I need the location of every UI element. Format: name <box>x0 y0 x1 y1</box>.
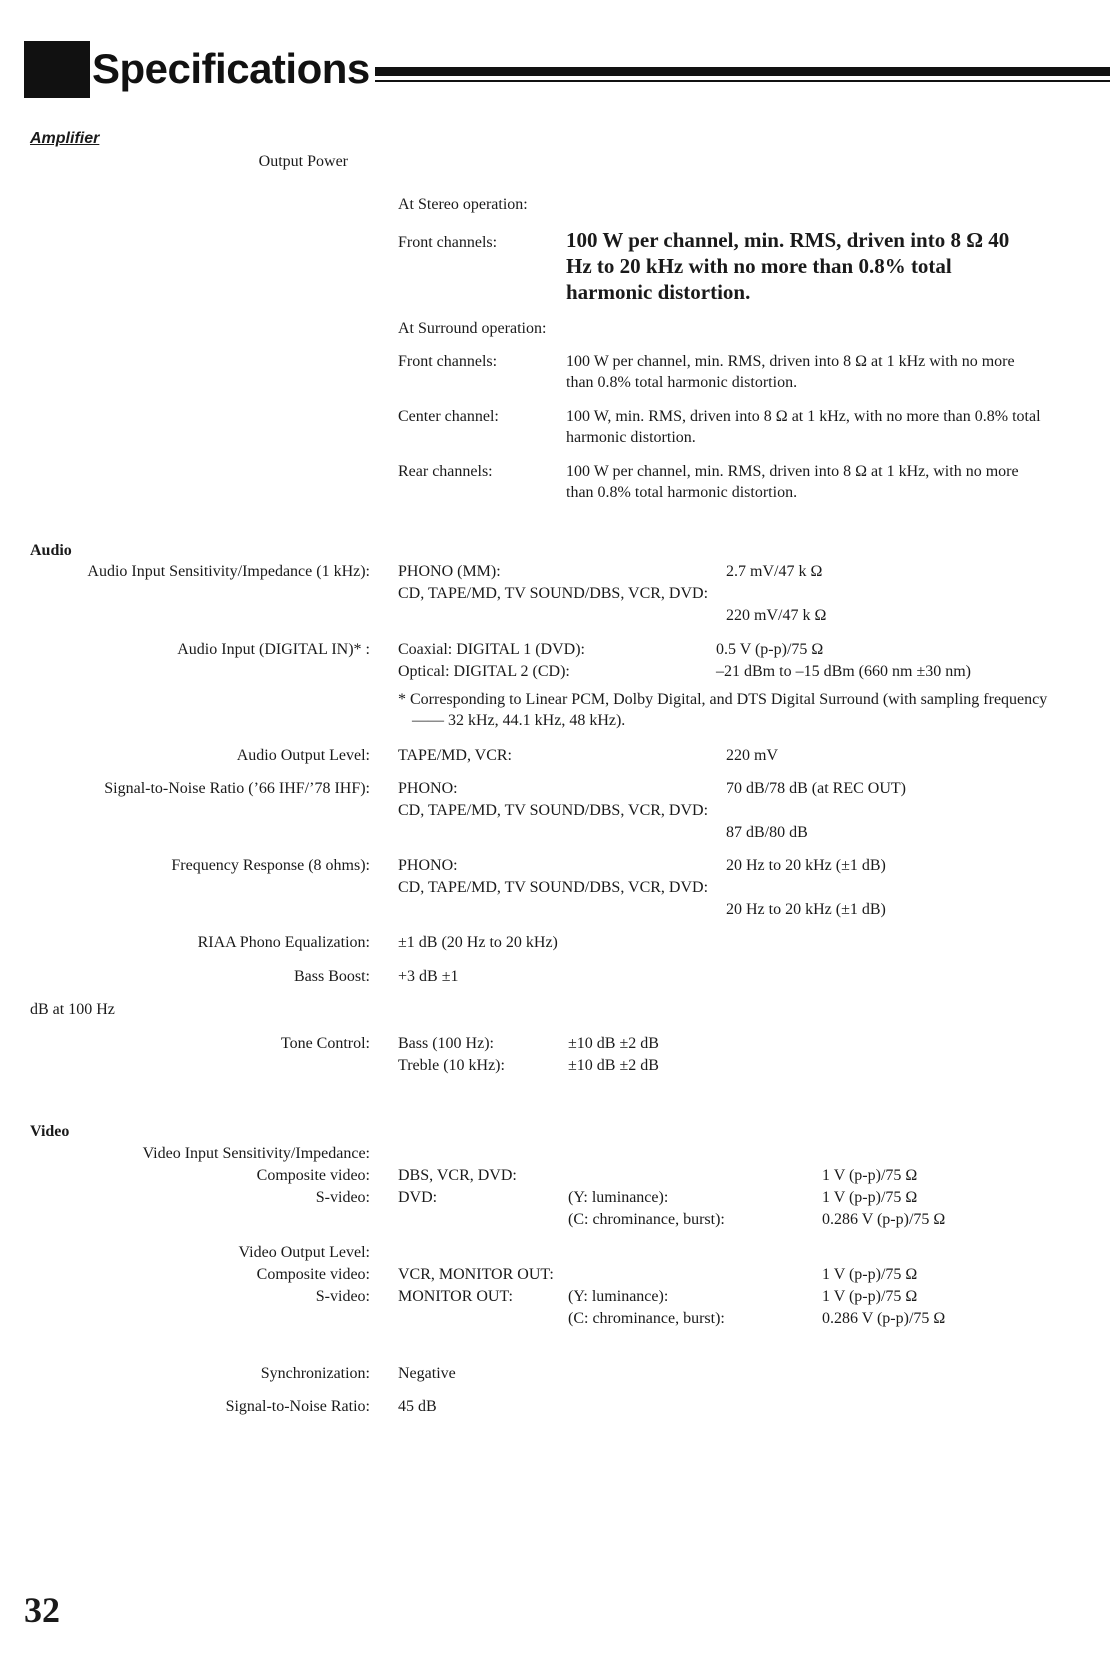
freq-cd-value: 20 Hz to 20 kHz (±1 dB) <box>726 901 886 918</box>
sync-label: Synchronization: <box>260 1365 370 1382</box>
snr-cd-value: 87 dB/80 dB <box>726 824 808 841</box>
page-title: Specifications <box>92 45 370 92</box>
in-svideo-source: DVD: <box>398 1189 438 1206</box>
in-c-value: 0.286 V (p-p)/75 Ω <box>822 1211 946 1228</box>
tone-treble-label: Treble (10 kHz): <box>398 1057 505 1074</box>
stereo-operation-label: At Stereo operation: <box>398 196 528 213</box>
in-y-label: (Y: luminance): <box>568 1189 669 1206</box>
out-y-value: 1 V (p-p)/75 Ω <box>822 1288 918 1305</box>
in-y-value: 1 V (p-p)/75 Ω <box>822 1189 918 1206</box>
bass-boost-value: +3 dB ±1 <box>398 968 459 985</box>
out-c-value: 0.286 V (p-p)/75 Ω <box>822 1310 946 1327</box>
snr-cd-label: CD, TAPE/MD, TV SOUND/DBS, VCR, DVD: <box>398 802 709 819</box>
tone-control-label: Tone Control: <box>280 1035 370 1052</box>
audio-snr-label: Signal-to-Noise Ratio (’66 IHF/’78 IHF): <box>104 780 370 797</box>
out-svideo-label: S-video: <box>315 1288 370 1305</box>
sens-phono-value: 2.7 mV/47 k Ω <box>726 563 823 580</box>
in-svideo-label: S-video: <box>315 1189 370 1206</box>
sync-value: Negative <box>398 1365 456 1382</box>
optical-value: –21 dBm to –15 dBm (660 nm ±30 nm) <box>716 663 972 680</box>
video-heading: Video <box>30 1123 70 1140</box>
video-snr-label: Signal-to-Noise Ratio: <box>225 1398 370 1415</box>
tone-treble-value: ±10 dB ±2 dB <box>568 1057 659 1074</box>
stereo-front-value: 100 W per channel, min. RMS, driven into 8 Ω 40 Hz to 20 kHz with no more than 0.8% total harmonic distortion. <box>566 228 1010 304</box>
rear-channels-value: 100 W per channel, min. RMS, driven into 8 Ω at 1 kHz, with no more than 0.8% total harmonic distortion. <box>566 463 1019 501</box>
sens-cd-value: 220 mV/47 k Ω <box>726 607 827 624</box>
out-svideo-source: MONITOR OUT: <box>398 1288 513 1305</box>
sens-cd-label: CD, TAPE/MD, TV SOUND/DBS, VCR, DVD: <box>398 585 709 602</box>
snr-phono-value: 70 dB/78 dB (at REC OUT) <box>726 780 906 797</box>
freq-phono-label: PHONO: <box>398 857 458 874</box>
in-composite-label: Composite video: <box>256 1167 370 1184</box>
riaa-label: RIAA Phono Equalization: <box>197 934 370 951</box>
audio-output-label: Audio Output Level: <box>236 747 370 764</box>
video-output-label: Video Output Level: <box>238 1244 370 1261</box>
digital-in-label: Audio Input (DIGITAL IN)* : <box>177 641 370 658</box>
audio-output-source: TAPE/MD, VCR: <box>398 747 512 764</box>
output-power-label: Output Power <box>258 153 348 170</box>
out-composite-label: Composite video: <box>256 1266 370 1283</box>
surround-operation-label: At Surround operation: <box>398 320 547 337</box>
audio-heading: Audio <box>30 542 72 559</box>
surround-front-value: 100 W per channel, min. RMS, driven into 8 Ω at 1 kHz with no more than 0.8% total harmonic distortion. <box>566 353 1015 391</box>
sens-phono-label: PHONO (MM): <box>398 563 501 580</box>
snr-phono-label: PHONO: <box>398 780 458 797</box>
freq-response-label: Frequency Response (8 ohms): <box>171 857 370 874</box>
out-y-label: (Y: luminance): <box>568 1288 669 1305</box>
bass-boost-continuation: dB at 100 Hz <box>30 1001 115 1018</box>
out-composite-source: VCR, MONITOR OUT: <box>398 1266 554 1283</box>
video-input-label: Video Input Sensitivity/Impedance: <box>142 1145 370 1162</box>
title-rule <box>375 67 1110 76</box>
center-channel-label: Center channel: <box>398 408 499 425</box>
coaxial-label: Coaxial: DIGITAL 1 (DVD): <box>398 641 585 658</box>
out-c-label: (C: chrominance, burst): <box>568 1310 725 1327</box>
center-channel-value: 100 W, min. RMS, driven into 8 Ω at 1 kHz, with no more than 0.8% total harmonic distortion. <box>566 408 1041 446</box>
stereo-front-label: Front channels: <box>398 234 498 251</box>
freq-cd-label: CD, TAPE/MD, TV SOUND/DBS, VCR, DVD: <box>398 879 709 896</box>
in-composite-value: 1 V (p-p)/75 Ω <box>822 1167 918 1184</box>
out-composite-value: 1 V (p-p)/75 Ω <box>822 1266 918 1283</box>
title-rule-thin <box>375 80 1110 82</box>
video-snr-value: 45 dB <box>398 1398 437 1415</box>
freq-phono-value: 20 Hz to 20 kHz (±1 dB) <box>726 857 886 874</box>
bass-boost-label: Bass Boost: <box>293 968 370 985</box>
optical-label: Optical: DIGITAL 2 (CD): <box>398 663 570 680</box>
in-c-label: (C: chrominance, burst): <box>568 1211 725 1228</box>
page-number: 32 <box>24 1590 60 1630</box>
tone-bass-value: ±10 dB ±2 dB <box>568 1035 659 1052</box>
rear-channels-label: Rear channels: <box>398 463 493 480</box>
tone-bass-label: Bass (100 Hz): <box>398 1035 494 1052</box>
audio-sensitivity-label: Audio Input Sensitivity/Impedance (1 kHz): <box>87 563 370 580</box>
surround-front-label: Front channels: <box>398 353 498 370</box>
amplifier-heading[interactable]: Amplifier <box>30 130 100 147</box>
riaa-value: ±1 dB (20 Hz to 20 kHz) <box>398 934 558 951</box>
audio-output-value: 220 mV <box>726 747 778 764</box>
coaxial-value: 0.5 V (p-p)/75 Ω <box>716 641 824 658</box>
title-block-decoration <box>24 41 90 98</box>
in-composite-source: DBS, VCR, DVD: <box>398 1167 517 1184</box>
digital-footnote: * Corresponding to Linear PCM, Dolby Digital, and DTS Digital Surround (with sampling frequency —— 32 kHz, 44.1 kHz, 48 kHz). <box>398 691 1048 729</box>
